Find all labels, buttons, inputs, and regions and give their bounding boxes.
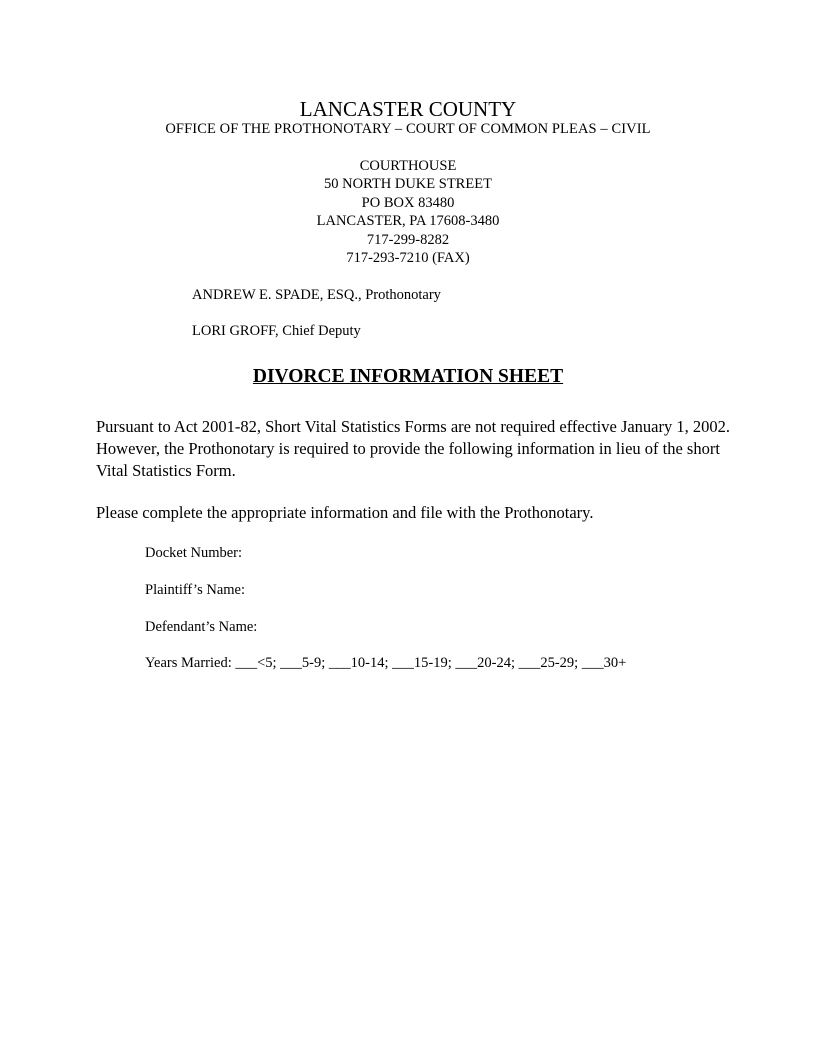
years-married-options: ___<5; ___5-9; ___10-14; ___15-19; ___20-24; ___25-29; ___30+ (235, 655, 627, 671)
docket-number-label: Docket Number: (145, 545, 243, 561)
document-title: DIVORCE INFORMATION SHEET (252, 366, 564, 387)
chief-deputy-name: LORI GROFF, Chief Deputy (192, 323, 361, 339)
address-line-street: 50 NORTH DUKE STREET (324, 176, 492, 192)
address-line-city: LANCASTER, PA 17608-3480 (316, 213, 500, 229)
years-married-row (145, 655, 626, 672)
plaintiff-name-label: Plaintiff’s Name: (145, 582, 246, 598)
instruction-paragraph: Please complete the appropriate information and file with the Prothonotary. (96, 503, 594, 522)
intro-paragraph: Pursuant to Act 2001-82, Short Vital Statistics Forms are not required effective January 1, 2002. However, the Prothonotary is required to provide the following information in lieu of the short Vital Statistics Form. (96, 417, 731, 480)
prothonotary-name: ANDREW E. SPADE, ESQ., Prothonotary (192, 287, 441, 303)
county-heading: LANCASTER COUNTY (299, 97, 517, 121)
address-line-fax: 717-293-7210 (FAX) (346, 250, 470, 266)
address-line-po-box: PO BOX 83480 (361, 195, 455, 211)
defendant-name-label: Defendant’s Name: (145, 619, 258, 635)
address-line-courthouse: COURTHOUSE (359, 158, 457, 174)
address-line-phone: 717-299-8282 (366, 232, 450, 248)
office-heading: OFFICE OF THE PROTHONOTARY – COURT OF COMMON PLEAS – CIVIL (165, 121, 651, 137)
years-married-label: Years Married: (145, 655, 232, 671)
